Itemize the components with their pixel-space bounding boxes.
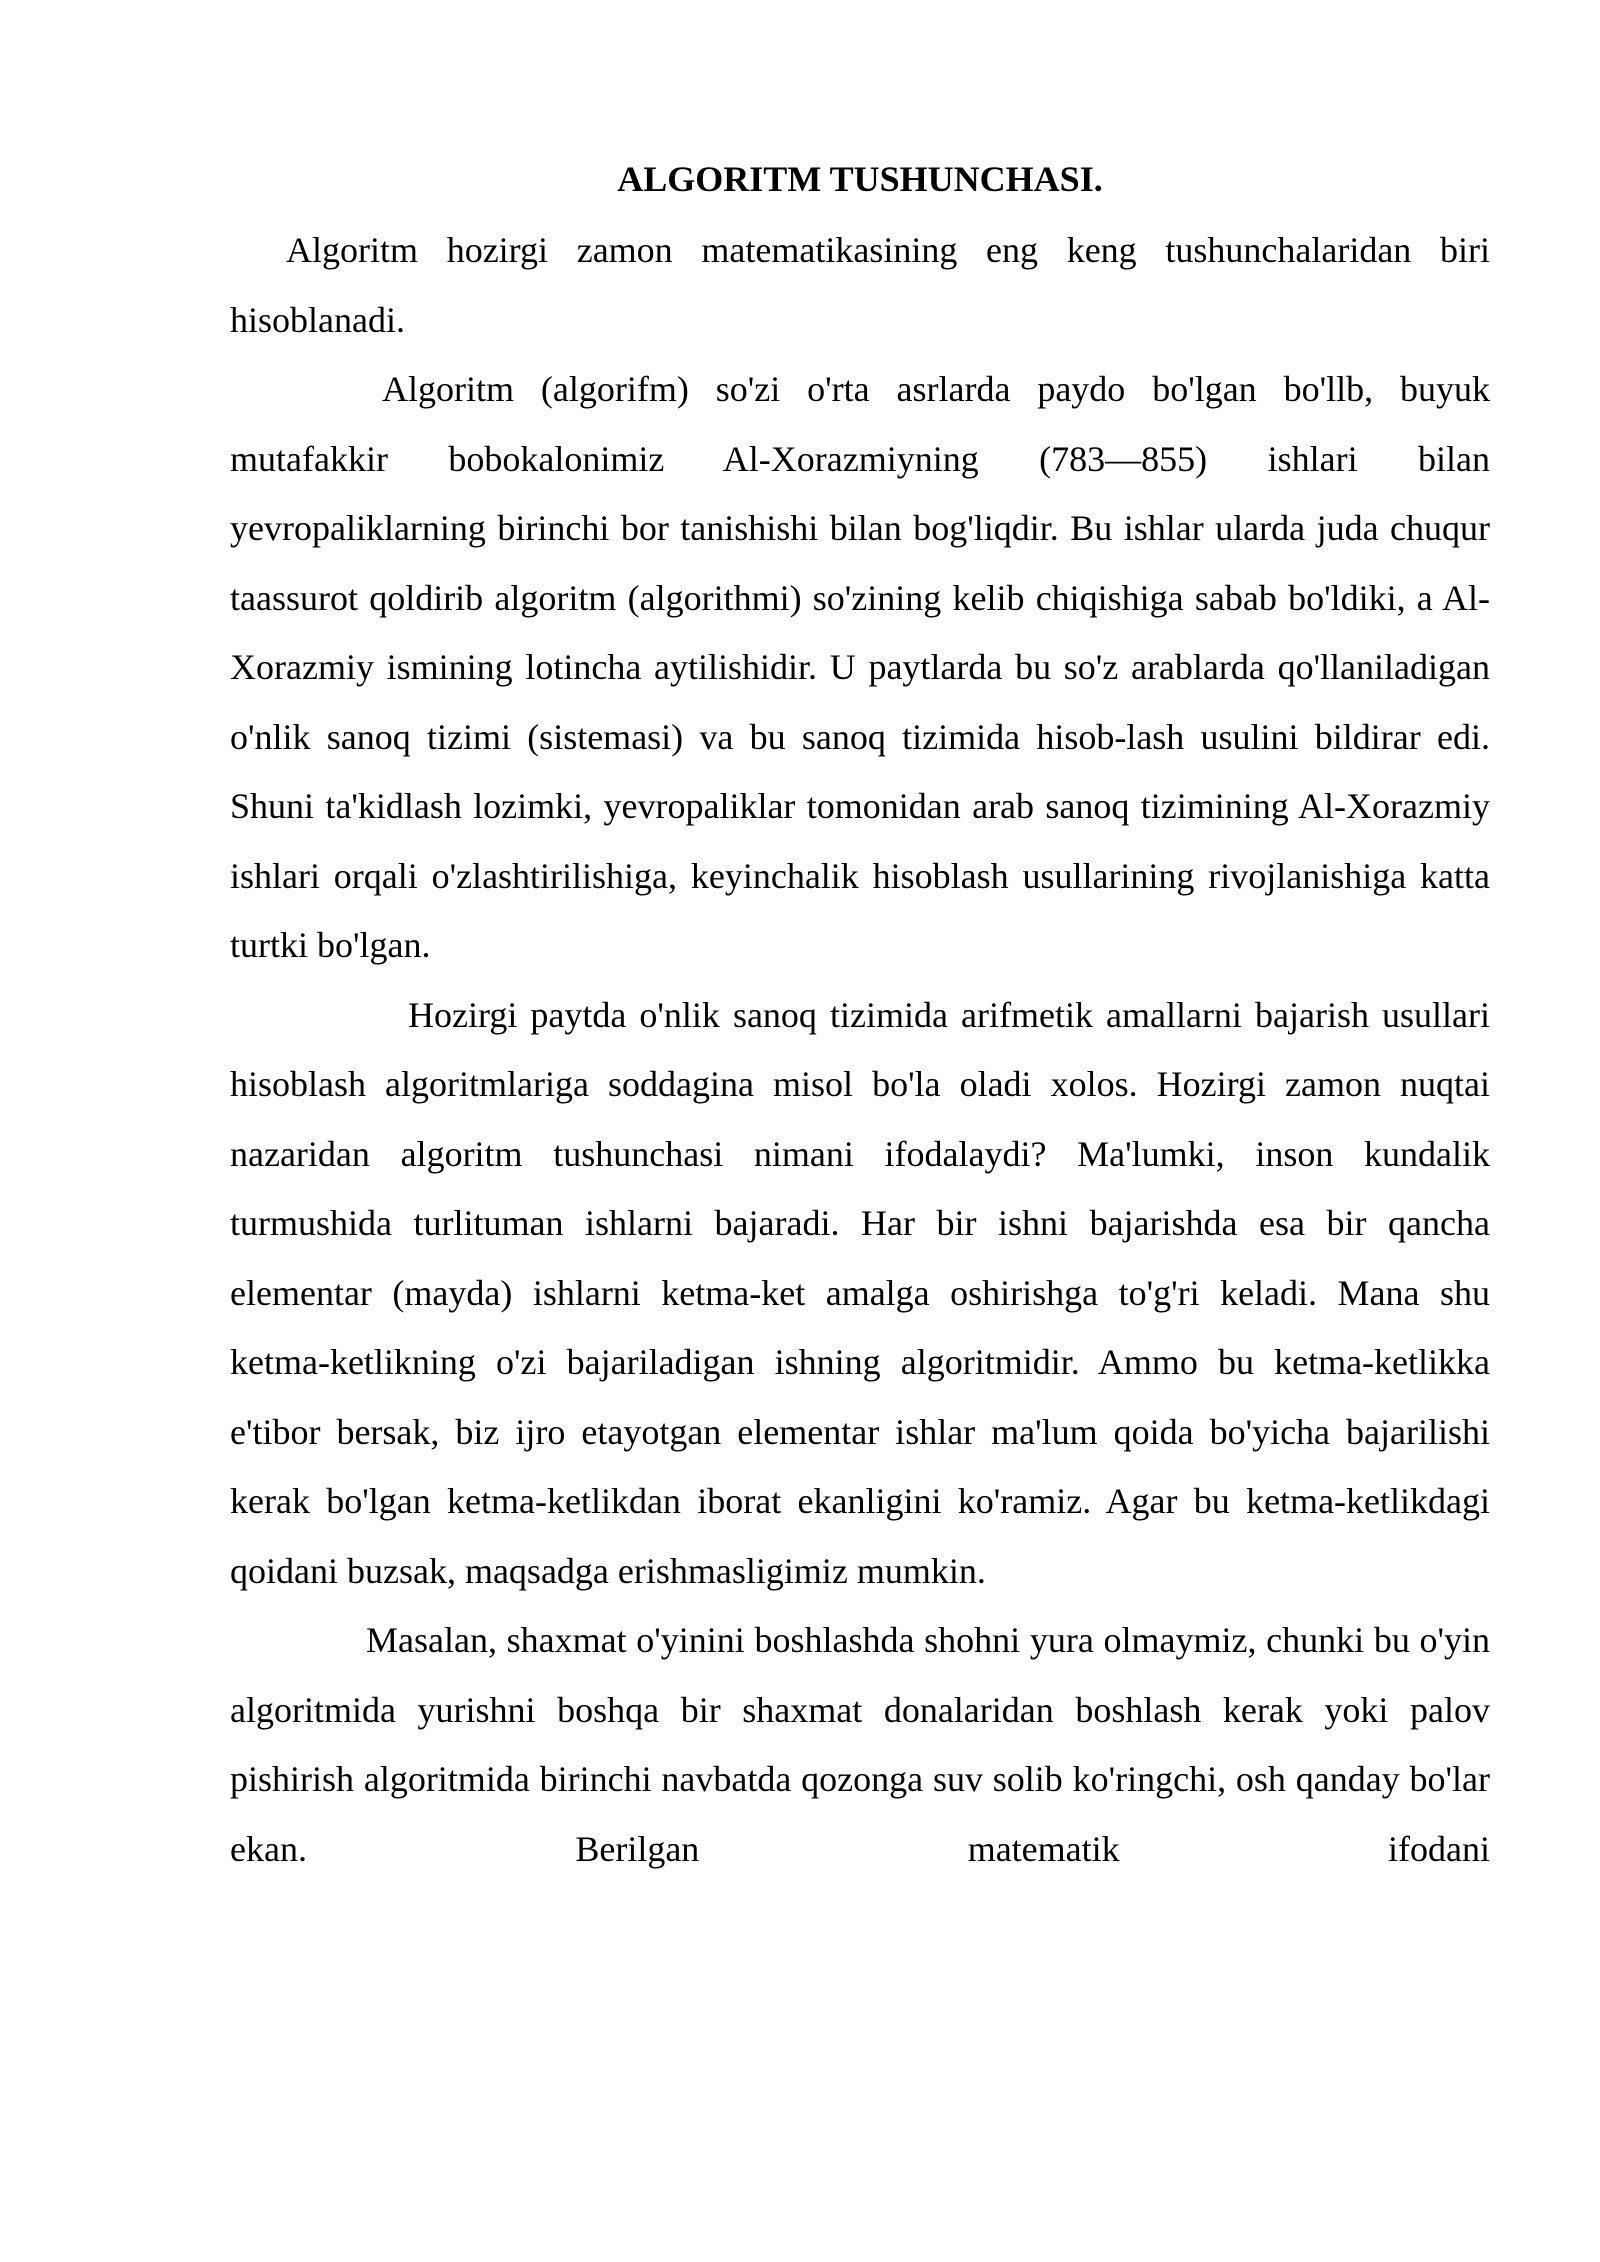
page-title: ALGORITM TUSHUNCHASI. <box>617 159 1103 199</box>
paragraph-modern-meaning: Hozirgi paytda o'nlik sanoq tizimida arifmetik amallarni bajarish usullari hisoblash algoritmlariga soddagina misol bo'la oladi xolos. Hozirgi zamon nuqtai nazaridan algoritm tushunchasi nimani ifodalaydi? Ma'lumki, inson kundalik turmushida turlituman ishlarni bajaradi. Har bir ishni bajarishda esa bir qancha elementar (mayda) ishlarni ketma-ket amalga oshirishga to'g'ri keladi. Mana shu ketma-ketlikning o'zi bajariladigan ishning algoritmidir. Ammo bu ketma-ketlikka e'tibor bersak, biz ijro etayotgan elementar ishlar ma'lum qoida bo'yicha bajarilishi kerak bo'lgan ketma-ketlikdan iborat ekanligini ko'ramiz. Agar bu ketma-ketlikdagi qoidani buzsak, maqsadga erishmasligimiz mumkin. <box>230 994 1490 1591</box>
document-page <box>230 150 1490 1884</box>
paragraph-etymology: Algoritm (algorifm) so'zi o'rta asrlarda paydo bo'lgan bo'llb, buyuk mutafakkir bobokalonimiz Al-Xorazmiyning (783—855) ishlari bilan yevropaliklarning birinchi bor tanishishi bilan bog'liqdir. Bu ishlar ularda juda chuqur taassurot qoldirib algoritm (algorithmi) so'zining kelib chiqishiga sabab bo'ldiki, a Al-Xorazmiy ismining lotincha aytilishidir. U paytlarda bu so'z arablarda qo'llaniladigan o'nlik sanoq tizimi (sistemasi) va bu sanoq tizimida hisob-lash usulini bildirar edi. Shuni ta'kidlash lozimki, yevropaliklar tomonidan arab sanoq tizimining Al-Xorazmiy ishlari orqali o'zlashtirilishiga, keyinchalik hisoblash usullarining rivojlanishiga katta turtki bo'lgan. <box>230 369 1490 965</box>
paragraph-examples: Masalan, shaxmat o'yinini boshlashda shohni yura olmaymiz, chunki bu o'yin algoritmida yurishni boshqa bir shaxmat donalaridan boshlash kerak yoki palov pishirish algoritmida birinchi navbatda qozonga suv solib ko'ringchi, osh qanday bo'lar ekan. Berilgan matematik ifodani <box>230 1620 1490 1869</box>
paragraph-intro: Algoritm hozirgi zamon matematikasining eng keng tushunchalaridan biri hisoblanadi. <box>230 230 1490 340</box>
